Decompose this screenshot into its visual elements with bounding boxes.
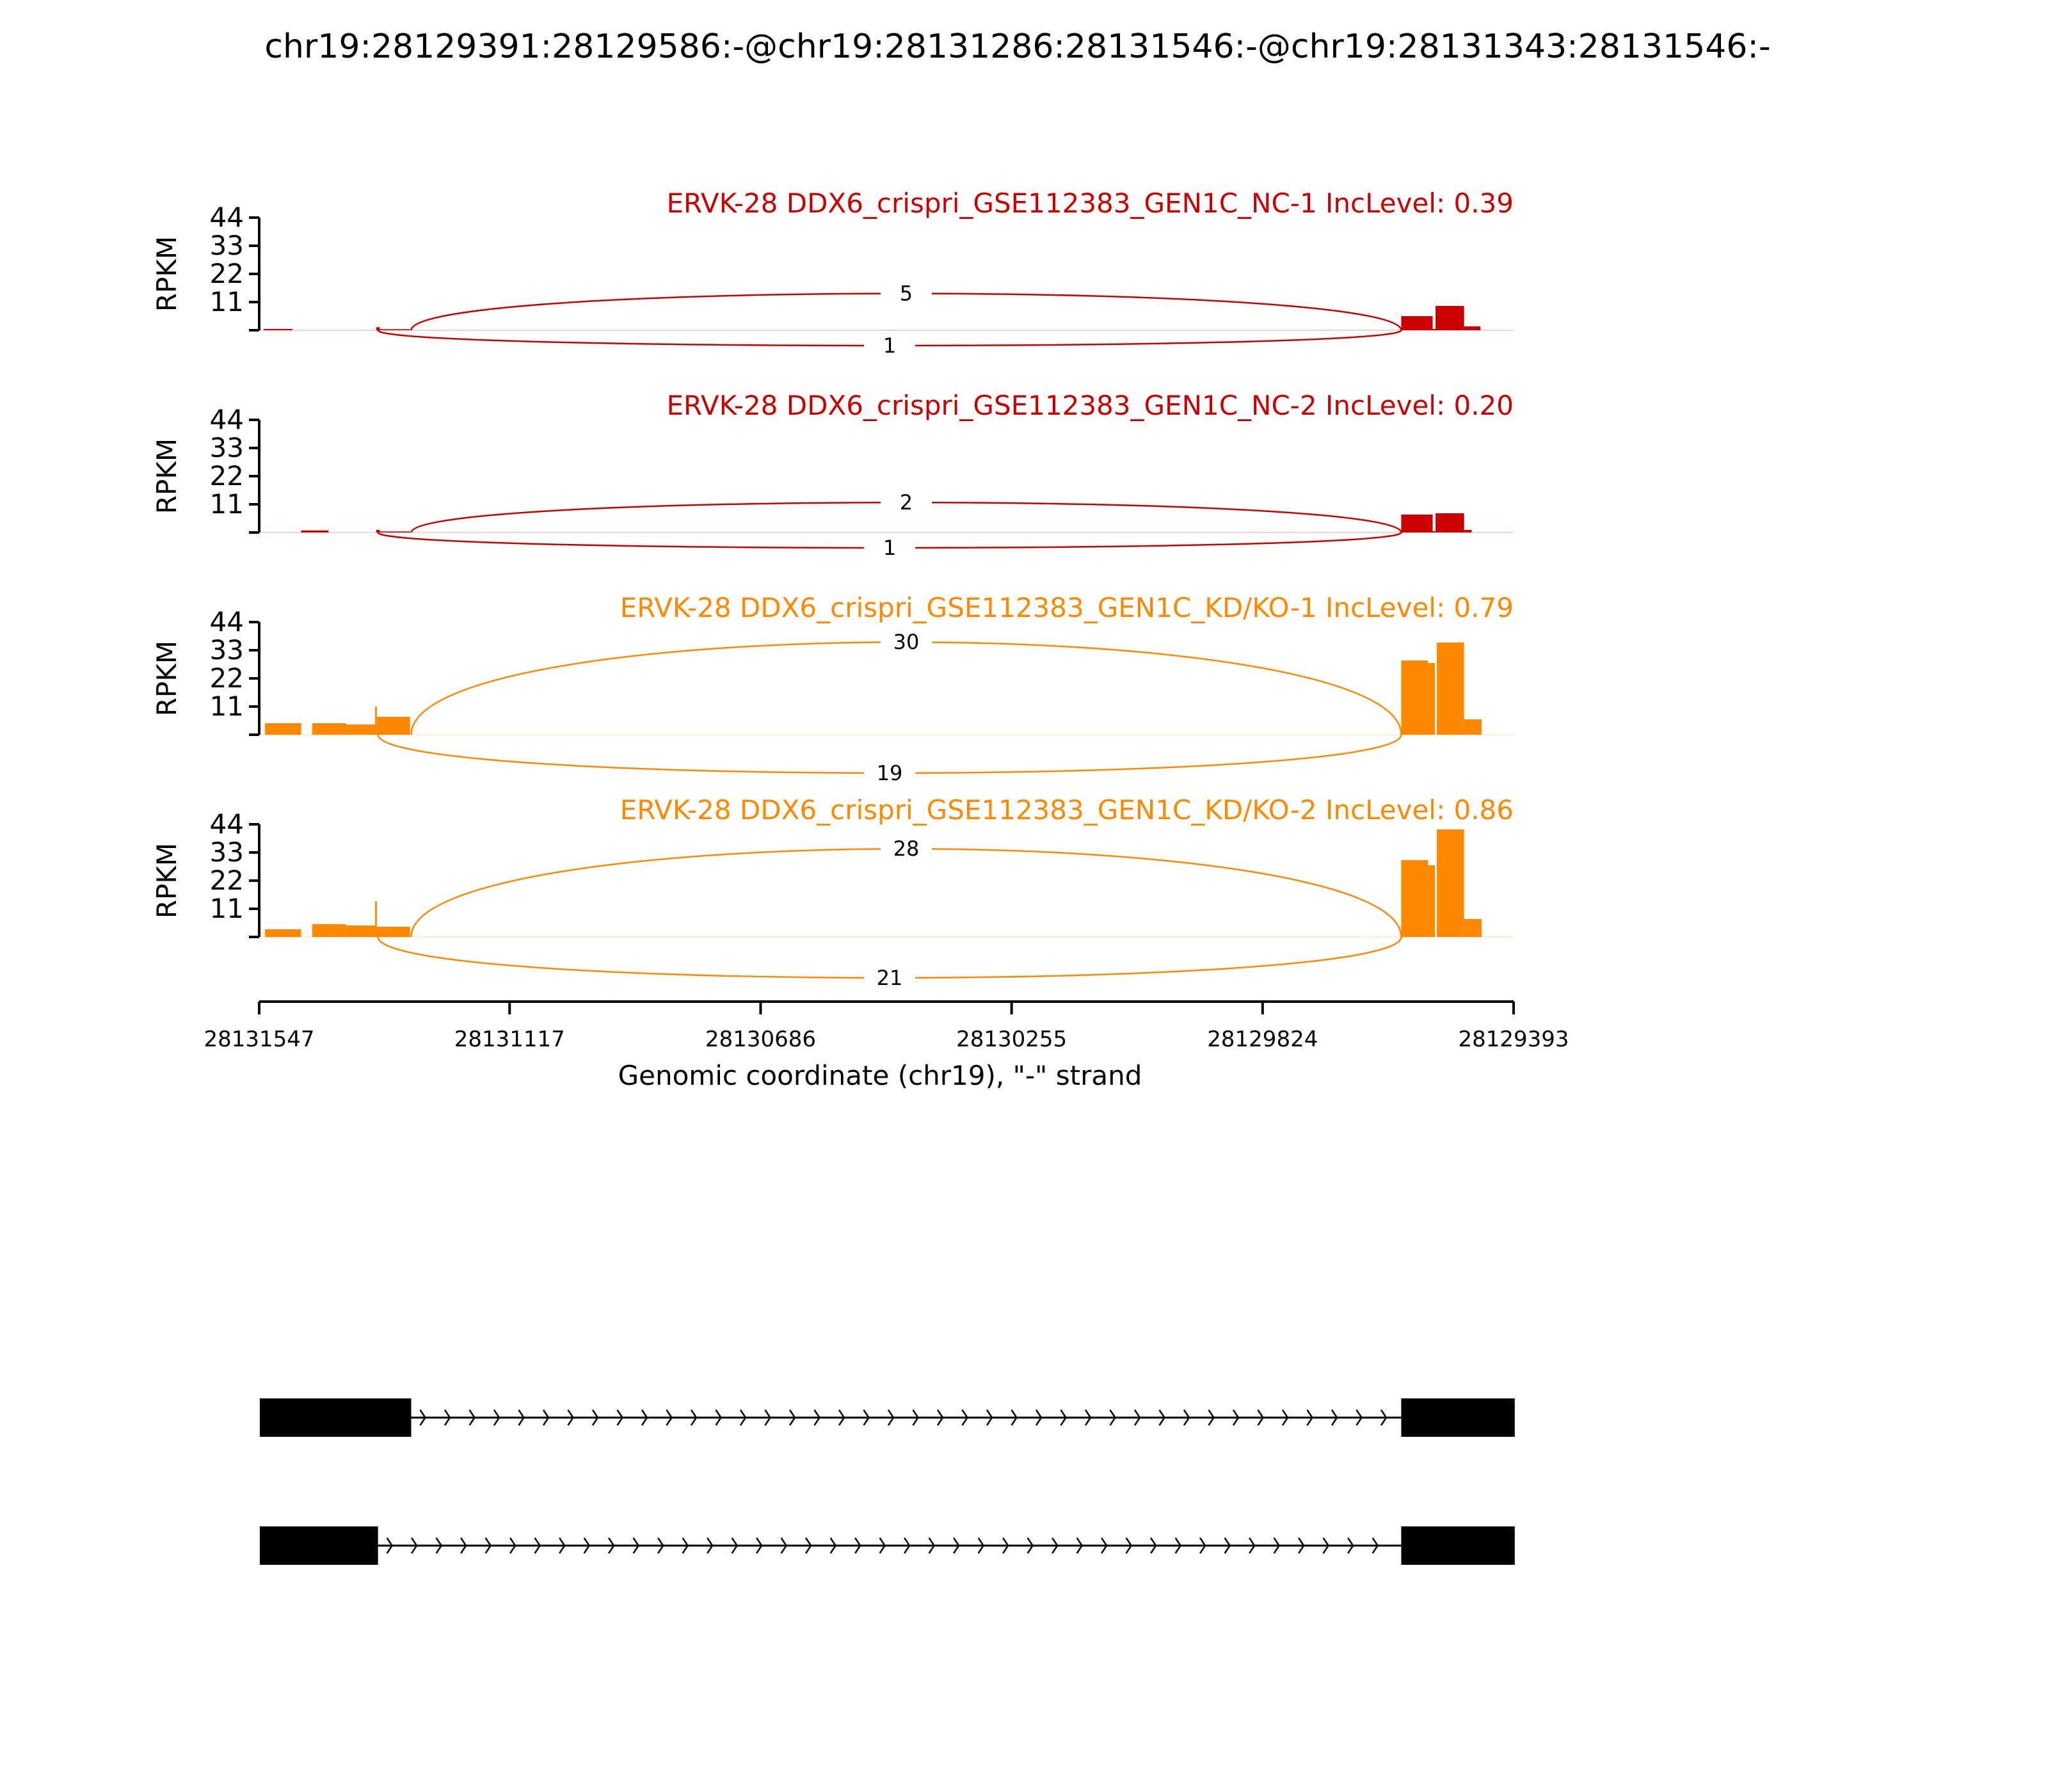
junction-count: 30 (893, 630, 920, 654)
coverage-tracks (151, 188, 1514, 991)
y-tick-label: 11 (209, 893, 244, 924)
coverage-bar (377, 927, 410, 937)
junction-count: 21 (876, 966, 903, 990)
track-1 (151, 188, 1514, 358)
coverage-bar (265, 929, 301, 937)
junction-count: 19 (876, 761, 903, 785)
y-axis-label: RPKM (151, 438, 182, 515)
coverage-bar (346, 925, 377, 937)
coverage-bar (264, 329, 292, 330)
junction-count: 28 (893, 836, 920, 861)
isoform-2 (260, 1526, 1515, 1565)
x-tick-label: 28131547 (204, 1027, 315, 1052)
track-2 (151, 390, 1514, 561)
y-tick-label: 22 (209, 865, 244, 896)
coverage-bar (1464, 530, 1472, 532)
coverage-bar (380, 531, 410, 532)
y-tick-label: 11 (209, 286, 244, 317)
coverage-bar (1428, 663, 1435, 735)
y-tick-label: 33 (209, 634, 244, 666)
y-tick-label: 44 (209, 404, 244, 435)
coverage-bar (376, 327, 380, 330)
exon-block (1401, 1398, 1514, 1437)
x-tick-label: 28129393 (1458, 1027, 1569, 1052)
y-tick-label: 22 (209, 460, 244, 492)
figure-title: chr19:28129391:28129586:-@chr19:28131286:28131546:-@chr19:28131343:28131546:- (264, 28, 1771, 66)
coverage-bar (1401, 515, 1432, 532)
coverage-bar (1401, 860, 1428, 937)
coverage-bar (312, 924, 346, 937)
y-tick-label: 33 (209, 836, 244, 868)
track-title: ERVK-28 DDX6_crispri_GSE112383_GEN1C_KD/KO-2 IncLevel: 0.86 (620, 794, 1514, 826)
x-axis (204, 1002, 1569, 1052)
y-tick-label: 11 (209, 488, 244, 520)
x-tick-label: 28129824 (1207, 1027, 1318, 1052)
exon-block (260, 1398, 412, 1437)
y-tick-label: 44 (209, 202, 244, 233)
coverage-bar (375, 901, 377, 937)
isoform-1 (260, 1398, 1515, 1437)
coverage-bar (377, 717, 410, 735)
coverage-bar (1437, 643, 1464, 735)
coverage-bar (301, 531, 329, 532)
exon-block (1401, 1526, 1514, 1565)
y-tick-label: 33 (209, 230, 244, 261)
coverage-bar (1436, 306, 1464, 330)
x-tick-label: 28130255 (956, 1027, 1068, 1052)
y-axis-label: RPKM (151, 842, 182, 919)
junction-count: 2 (899, 490, 913, 515)
track-title: ERVK-28 DDX6_crispri_GSE112383_GEN1C_NC-1 IncLevel: 0.39 (666, 188, 1514, 219)
coverage-bar (1401, 660, 1428, 735)
coverage-bar (1401, 316, 1432, 330)
y-axis-label: RPKM (151, 640, 182, 717)
junction-count: 5 (899, 281, 913, 306)
track-title: ERVK-28 DDX6_crispri_GSE112383_GEN1C_KD/KO-1 IncLevel: 0.79 (620, 592, 1514, 623)
coverage-bar (375, 707, 377, 735)
y-tick-label: 44 (209, 606, 244, 637)
coverage-bar (1436, 513, 1464, 532)
y-tick-label: 22 (209, 662, 244, 694)
y-tick-label: 11 (209, 691, 244, 722)
junction-arc (411, 849, 1401, 937)
x-axis-label: Genomic coordinate (chr19), "-" strand (618, 1060, 1142, 1091)
coverage-bar (380, 329, 410, 330)
coverage-bar (1437, 829, 1464, 937)
coverage-bar (1464, 719, 1482, 735)
x-tick-label: 28131117 (454, 1027, 565, 1052)
coverage-bar (1428, 865, 1435, 937)
track-3 (151, 592, 1514, 786)
coverage-bar (376, 530, 380, 532)
coverage-bar (312, 723, 346, 735)
y-tick-label: 44 (209, 808, 244, 840)
track-4 (151, 794, 1514, 991)
coverage-bar (1464, 326, 1480, 330)
y-tick-label: 33 (209, 432, 244, 463)
exon-block (260, 1526, 378, 1565)
coverage-bar (346, 724, 377, 735)
junction-arc (411, 642, 1401, 735)
x-tick-label: 28130686 (705, 1027, 816, 1052)
y-tick-label: 22 (209, 258, 244, 289)
track-title: ERVK-28 DDX6_crispri_GSE112383_GEN1C_NC-2 IncLevel: 0.20 (666, 390, 1514, 421)
coverage-bar (1433, 329, 1436, 330)
junction-count: 1 (883, 536, 897, 560)
coverage-bar (1433, 531, 1436, 532)
junction-count: 1 (883, 333, 897, 358)
coverage-bar (1464, 919, 1482, 937)
isoform-models (260, 1398, 1515, 1565)
y-axis-label: RPKM (151, 236, 182, 312)
coverage-bar (265, 723, 301, 735)
